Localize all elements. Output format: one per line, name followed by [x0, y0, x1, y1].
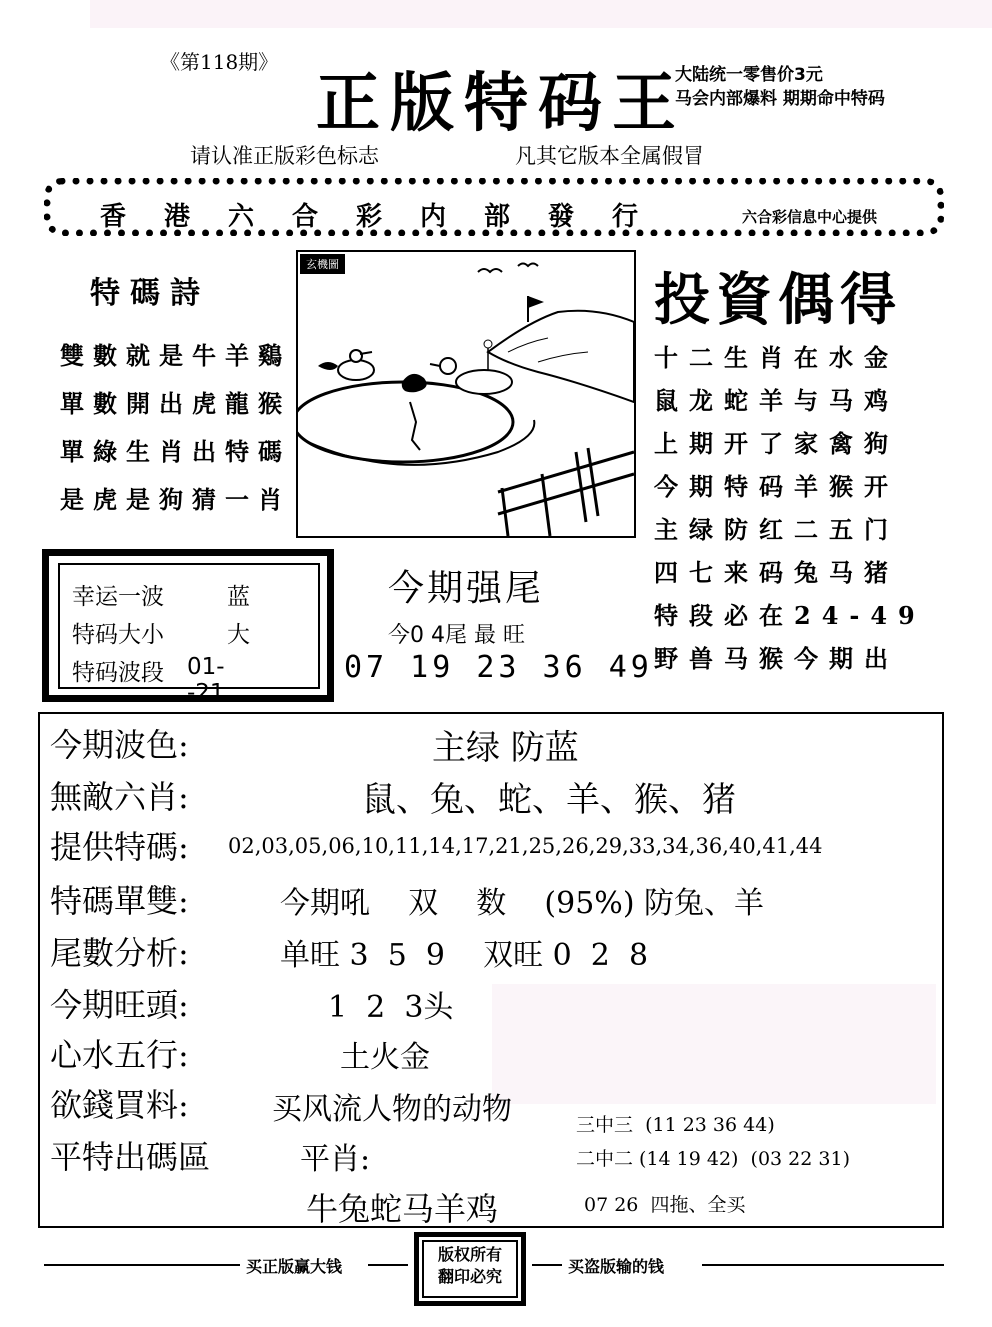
riddle-illustration [298, 252, 634, 536]
row-value-tail-analysis: 单旺 3 5 9 双旺 0 2 8 [280, 938, 649, 973]
invest-line: 鼠龙蛇羊与马鸡 [654, 386, 899, 415]
invest-line: 主绿防红二五门 [654, 515, 899, 544]
row-label: 欲錢買料: [50, 1086, 189, 1124]
pink-patch [492, 984, 936, 1104]
row-value-buy-info: 买风流人物的动物 [272, 1092, 512, 1127]
row-label: 提供特碼: [50, 828, 189, 866]
lucky-row [72, 654, 225, 706]
invest-line: 今期特码羊猴开 [654, 472, 899, 501]
invest-line: 十二生肖在水金 [654, 343, 899, 372]
invest-line: 四七来码兔马猪 [654, 558, 899, 587]
row-label: 心水五行: [50, 1036, 189, 1074]
copyright-text [430, 1244, 510, 1288]
lucky-row [72, 616, 250, 649]
notice-right: 凡其它版本全属假冒 [515, 144, 704, 168]
lucky-label: 特码波段 [72, 660, 164, 686]
strong-tail-title: 今期强尾 [388, 568, 545, 609]
banner-main-text: 香港六合彩内部發行 [100, 202, 677, 232]
row-value-six-zodiac: 鼠、兔、蛇、羊、猴、猪 [362, 780, 736, 820]
lucky-label: 幸运一波 [72, 584, 164, 610]
poem-line: 是虎是狗猜一肖 [60, 485, 291, 514]
price-text: 大陆统一零售价3元 [675, 65, 823, 85]
copyright-line: 翻印必究 [437, 1267, 502, 1286]
lucky-value: 01--21 [187, 654, 225, 706]
poem-line: 單綠生肖出特碼 [60, 437, 291, 466]
tuo-text: 07 26 四拖、全买 [584, 1194, 746, 1216]
row-label: 平特出碼區 [50, 1138, 211, 1176]
invest-title: 投資偶得 [654, 268, 902, 333]
row-label: 無敵六肖: [50, 778, 189, 816]
slogan-text: 马会内部爆料 期期命中特码 [675, 89, 885, 109]
ping-xiao-value: 牛兔蛇马羊鸡 [306, 1190, 499, 1228]
invest-line: 野兽马猴今期出 [654, 644, 899, 673]
invest-line: 特段必在24-49 [654, 601, 926, 630]
copyright-line: 版权所有 [437, 1245, 502, 1264]
top-pink-band [90, 0, 992, 28]
footer-line-mid-left [368, 1264, 408, 1266]
poem-line: 單數開出虎龍猴 [60, 389, 291, 418]
row-label: 今期旺頭: [50, 986, 189, 1024]
strong-tail-numbers: 07 19 23 36 49 [344, 650, 653, 685]
row-value-odd-even: 今期吼 双 数 (95%) 防兔、羊 [280, 886, 765, 921]
lucky-row [72, 578, 250, 611]
row-label: 特碼單雙: [50, 882, 189, 920]
footer-left-text: 买正版赢大钱 [246, 1257, 343, 1276]
banner-side-text: 六合彩信息中心提供 [742, 208, 878, 226]
row-value-wave-color: 主绿 防蓝 [432, 728, 579, 768]
riddle-picture [296, 250, 636, 538]
lucky-value: 蓝 [227, 584, 250, 610]
row-value-ping-label: 平肖: [300, 1142, 371, 1177]
poem-title: 特碼詩 [90, 276, 210, 311]
masthead-title: 正版特码王 [316, 67, 686, 141]
erzhong-text: 二中二 (14 19 42) (03 22 31) [576, 1148, 850, 1170]
row-value-special-numbers: 02,03,05,06,10,11,14,17,21,25,26,29,33,34,36,40,41,44 [228, 834, 823, 858]
row-label: 尾數分析: [50, 934, 189, 972]
row-value-five-elements: 土火金 [340, 1040, 430, 1075]
footer-right-text: 买盗版输的钱 [568, 1257, 665, 1276]
poem-line: 雙數就是牛羊鷄 [60, 341, 291, 370]
lucky-value: 大 [227, 622, 250, 648]
lucky-label: 特码大小 [72, 622, 164, 648]
footer-line-left [44, 1264, 240, 1266]
issue-number: 《第118期》 [160, 50, 279, 74]
row-label: 今期波色: [50, 726, 189, 764]
strong-tail-sub: 今0 4尾 最 旺 [388, 623, 525, 648]
footer-line-mid-right [532, 1264, 562, 1266]
picture-label: 玄機圖 [300, 254, 345, 274]
invest-line: 上期开了家禽狗 [654, 429, 899, 458]
notice-left: 请认准正版彩色标志 [190, 144, 379, 168]
sanzhong-text: 三中三 (11 23 36 44) [576, 1114, 775, 1136]
footer-line-right [702, 1264, 944, 1266]
row-value-hot-head: 1 2 3头 [328, 990, 454, 1025]
